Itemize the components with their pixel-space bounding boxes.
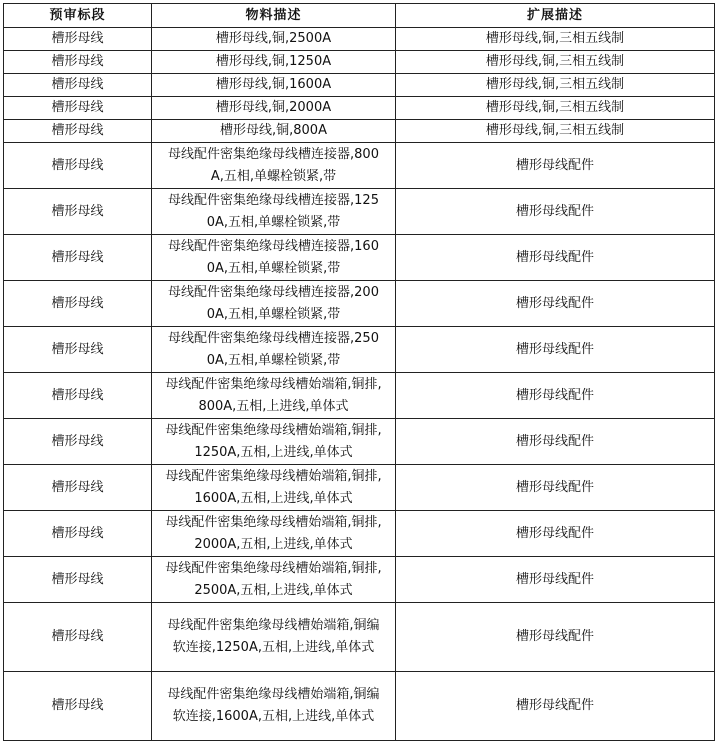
- bid-section-cell: 槽形母线: [4, 603, 152, 672]
- material-description-cell: 母线配件密集绝缘母线槽连接器,800A,五相,单螺栓锁紧,带: [152, 143, 396, 189]
- table-row: [4, 235, 715, 281]
- material-description-cell: 槽形母线,铜,2000A: [152, 97, 396, 120]
- extended-description-cell: 槽形母线配件: [396, 373, 715, 419]
- bid-section-cell: 槽形母线: [4, 281, 152, 327]
- extended-description-cell: 槽形母线配件: [396, 327, 715, 373]
- table-row: [4, 603, 715, 672]
- extended-description-cell: 槽形母线配件: [396, 281, 715, 327]
- extended-description-cell: 槽形母线配件: [396, 511, 715, 557]
- column-header-bid-section: 预审标段: [4, 4, 152, 28]
- table-row: [4, 120, 715, 143]
- material-description-cell: 母线配件密集绝缘母线槽连接器,2000A,五相,单螺栓锁紧,带: [152, 281, 396, 327]
- bid-section-cell: 槽形母线: [4, 465, 152, 511]
- table-row: [4, 28, 715, 51]
- table-row: [4, 419, 715, 465]
- table-row: [4, 281, 715, 327]
- extended-description-cell: 槽形母线配件: [396, 672, 715, 741]
- bid-section-cell: 槽形母线: [4, 672, 152, 741]
- bid-section-cell: 槽形母线: [4, 373, 152, 419]
- material-description-cell: 槽形母线,铜,1250A: [152, 51, 396, 74]
- table-row: [4, 143, 715, 189]
- bid-section-cell: 槽形母线: [4, 511, 152, 557]
- table-row: [4, 672, 715, 741]
- bid-section-cell: 槽形母线: [4, 143, 152, 189]
- extended-description-cell: 槽形母线,铜,三相五线制: [396, 74, 715, 97]
- material-description-cell: 槽形母线,铜,1600A: [152, 74, 396, 97]
- material-description-cell: 母线配件密集绝缘母线槽始端箱,铜编软连接,1600A,五相,上进线,单体式: [152, 672, 396, 741]
- extended-description-cell: 槽形母线配件: [396, 603, 715, 672]
- bid-section-cell: 槽形母线: [4, 74, 152, 97]
- extended-description-cell: 槽形母线,铜,三相五线制: [396, 120, 715, 143]
- material-description-cell: 母线配件密集绝缘母线槽连接器,2500A,五相,单螺栓锁紧,带: [152, 327, 396, 373]
- bid-section-cell: 槽形母线: [4, 327, 152, 373]
- material-description-cell: 槽形母线,铜,800A: [152, 120, 396, 143]
- extended-description-cell: 槽形母线配件: [396, 235, 715, 281]
- bid-section-cell: 槽形母线: [4, 235, 152, 281]
- table-row: [4, 51, 715, 74]
- table-row: [4, 189, 715, 235]
- material-description-cell: 母线配件密集绝缘母线槽始端箱,铜排,1600A,五相,上进线,单体式: [152, 465, 396, 511]
- material-description-cell: 母线配件密集绝缘母线槽连接器,1250A,五相,单螺栓锁紧,带: [152, 189, 396, 235]
- material-description-cell: 母线配件密集绝缘母线槽始端箱,铜排,2000A,五相,上进线,单体式: [152, 511, 396, 557]
- bid-section-cell: 槽形母线: [4, 120, 152, 143]
- bid-section-cell: 槽形母线: [4, 419, 152, 465]
- column-header-extended-description: 扩展描述: [396, 4, 715, 28]
- material-description-cell: 槽形母线,铜,2500A: [152, 28, 396, 51]
- table-row: [4, 511, 715, 557]
- bid-section-cell: 槽形母线: [4, 557, 152, 603]
- bid-section-cell: 槽形母线: [4, 189, 152, 235]
- material-description-cell: 母线配件密集绝缘母线槽始端箱,铜编软连接,1250A,五相,上进线,单体式: [152, 603, 396, 672]
- bid-section-cell: 槽形母线: [4, 51, 152, 74]
- table-row: [4, 74, 715, 97]
- bid-section-cell: 槽形母线: [4, 28, 152, 51]
- extended-description-cell: 槽形母线,铜,三相五线制: [396, 97, 715, 120]
- material-description-cell: 母线配件密集绝缘母线槽始端箱,铜排,1250A,五相,上进线,单体式: [152, 419, 396, 465]
- table-row: [4, 373, 715, 419]
- extended-description-cell: 槽形母线,铜,三相五线制: [396, 28, 715, 51]
- table-row: [4, 97, 715, 120]
- extended-description-cell: 槽形母线配件: [396, 189, 715, 235]
- extended-description-cell: 槽形母线配件: [396, 143, 715, 189]
- table-row: [4, 557, 715, 603]
- table-row: [4, 465, 715, 511]
- extended-description-cell: 槽形母线配件: [396, 419, 715, 465]
- header-row: [4, 4, 715, 28]
- material-description-cell: 母线配件密集绝缘母线槽连接器,1600A,五相,单螺栓锁紧,带: [152, 235, 396, 281]
- bid-section-cell: 槽形母线: [4, 97, 152, 120]
- material-description-cell: 母线配件密集绝缘母线槽始端箱,铜排,800A,五相,上进线,单体式: [152, 373, 396, 419]
- column-header-material-description: 物料描述: [152, 4, 396, 28]
- material-table: [3, 3, 715, 741]
- table-row: [4, 327, 715, 373]
- extended-description-cell: 槽形母线配件: [396, 465, 715, 511]
- extended-description-cell: 槽形母线配件: [396, 557, 715, 603]
- material-description-cell: 母线配件密集绝缘母线槽始端箱,铜排,2500A,五相,上进线,单体式: [152, 557, 396, 603]
- extended-description-cell: 槽形母线,铜,三相五线制: [396, 51, 715, 74]
